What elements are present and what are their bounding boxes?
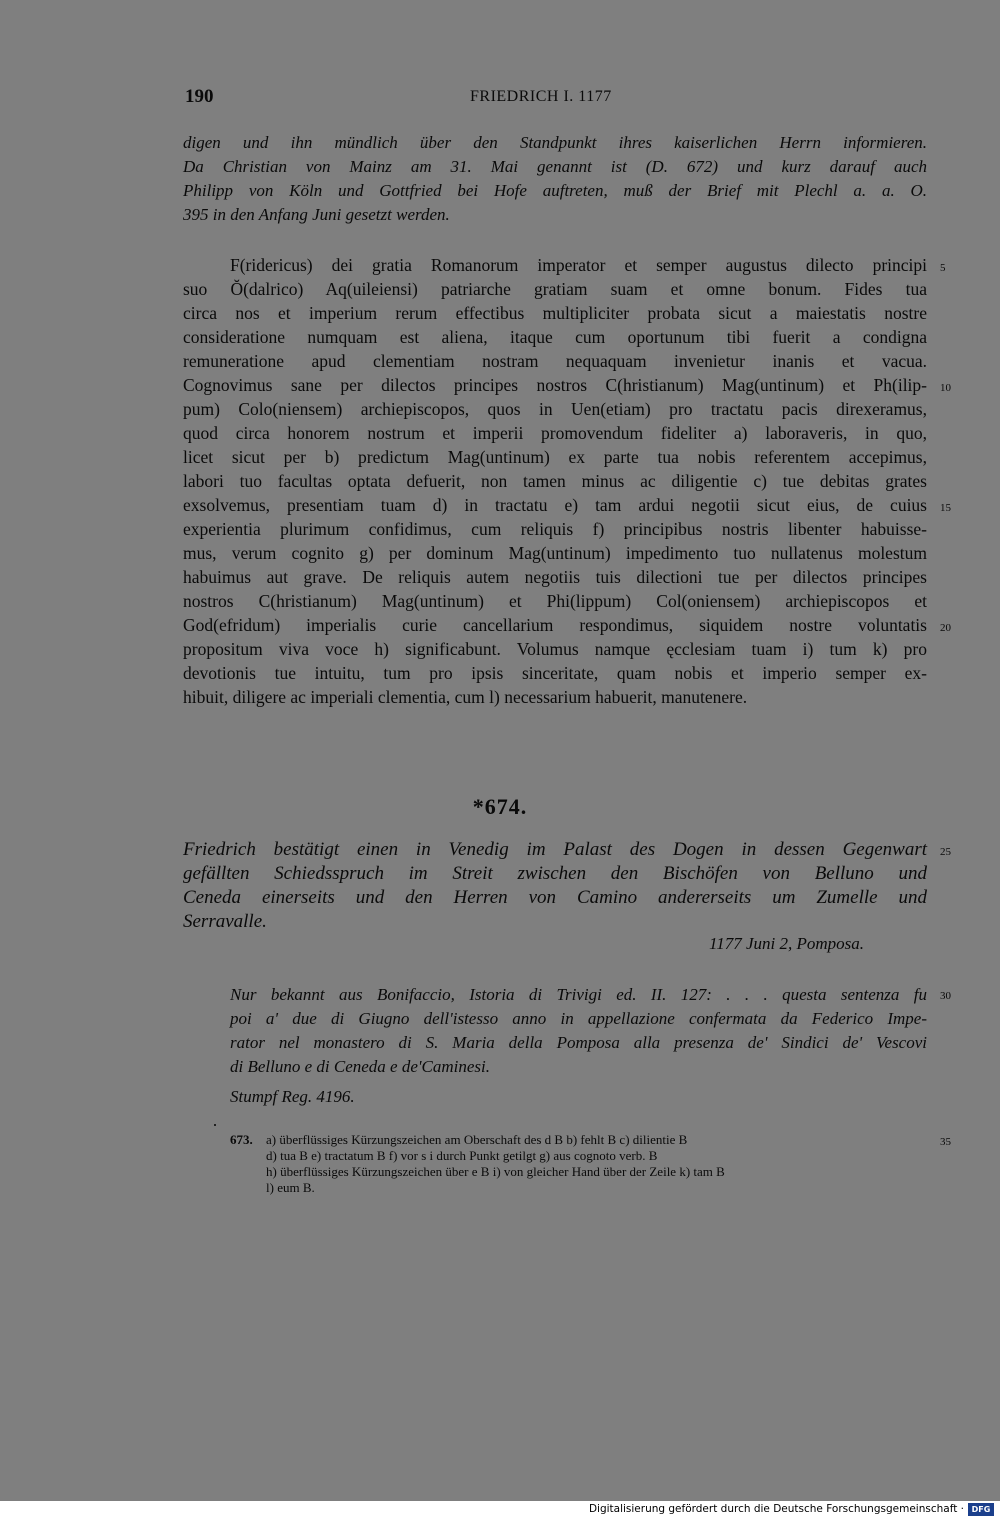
text-line: remuneratione apud clementiam nostram nequaquam invenietur inanis et vacua. <box>183 351 927 371</box>
text-line: God(efridum) imperialis curie cancellarium respondimus, siquidem nostre voluntatis <box>183 615 927 635</box>
footnote-label: 673. <box>230 1132 253 1147</box>
document-number: *674. <box>472 794 528 819</box>
text-line: labori tuo facultas optata defuerit, non tamen minus ac diligentie c) tue debitas grates <box>183 471 927 491</box>
text-line: consideratione numquam est aliena, itaque cum oportunum tibi fuerit a condigna <box>183 327 927 347</box>
text-line: habuimus aut grave. De reliquis autem negotiis tuis dilectioni tue per dilectos principes <box>183 567 927 587</box>
line-number: 5 <box>940 262 946 274</box>
credit-bar <box>0 1501 1000 1518</box>
text-line: mus, verum cognito g) per dominum Mag(untinum) impedimento tuo nullatenus molestum <box>183 543 927 563</box>
text-line: propositum viva voce h) significabunt. Volumus namque ęcclesiam tuam i) tum k) pro <box>183 639 927 659</box>
text-line: exsolvemus, presentiam tuam d) in tractatu e) tam ardui negotii sicut eius, de cuius <box>183 495 927 515</box>
tradition-line: poi a' due di Giugno dell'istesso anno in appellazione confermata da Federico Impe- <box>230 1009 927 1028</box>
date-place: 1177 Juni 2, Pomposa. <box>709 934 865 953</box>
intro-line: Da Christian von Mainz am 31. Mai genannt ist (D. 672) und kurz darauf auch <box>183 157 927 176</box>
line-number: 10 <box>940 382 951 394</box>
tradition-line: Nur bekannt aus Bonifaccio, Istoria di Trivigi ed. II. 127: . . . questa sentenza fu <box>230 985 927 1004</box>
footnote-line: l) eum B. <box>266 1180 315 1195</box>
regest-line: Friedrich bestätigt einen in Venedig im Palast des Dogen in dessen Gegenwart <box>183 839 927 860</box>
regest-line: Serravalle. <box>183 911 267 932</box>
page-number: 190 <box>185 86 214 107</box>
intro-line: Philipp von Köln und Gottfried bei Hofe auftreten, muß der Brief mit Plechl a. a. O. <box>183 181 927 200</box>
text-line: circa nos et imperium rerum effectibus multipliciter probata sicut a maiestatis nostre <box>183 303 927 323</box>
text-line: Cognovimus sane per dilectos principes nostros C(hristianum) Mag(untinum) et Ph(ilip- <box>183 375 927 395</box>
text-line: F(ridericus) dei gratia Romanorum imperator et semper augustus dilecto principi <box>230 255 927 275</box>
text-line: licet sicut per b) predictum Mag(untinum) ex parte tua nobis referentem accepimus, <box>183 447 927 467</box>
text-line: pum) Colo(niensem) archiepiscopos, quos in Uen(etiam) pro tractatu pacis direxeramus, <box>183 399 927 419</box>
intro-line: digen und ihn mündlich über den Standpunkt ihres kaiserlichen Herrn informieren. <box>183 133 927 152</box>
line-number: 20 <box>940 622 951 634</box>
footnote-line: d) tua B e) tractatum B f) vor s i durch Punkt getilgt g) aus cognoto verb. B <box>266 1148 658 1163</box>
line-number: 30 <box>940 990 951 1002</box>
intro-line: 395 in den Anfang Juni gesetzt werden. <box>183 205 450 224</box>
footnote-line: a) überflüssiges Kürzungszeichen am Oberschaft des d B b) fehlt B c) dilientie B <box>266 1132 688 1147</box>
line-number: 35 <box>940 1136 951 1148</box>
text-line: suo Ŏ(dalrico) Aq(uileiensi) patriarche gratiam suam et omne bonum. Fides tua <box>183 279 927 299</box>
footnote-line: h) überflüssiges Kürzungszeichen über e B i) von gleicher Hand über der Zeile k) tam B <box>266 1164 725 1179</box>
dfg-logo: DFG <box>968 1503 994 1516</box>
tradition-line: rator nel monastero di S. Maria della Pomposa alla presenza de' Sindici de' Vescovi <box>230 1033 927 1052</box>
tradition-line: di Belluno e di Ceneda e de'Caminesi. <box>230 1057 490 1076</box>
line-number: 25 <box>940 846 951 858</box>
regest-line: gefällten Schiedsspruch im Streit zwischen den Bischöfen von Belluno und <box>183 863 927 884</box>
running-title: FRIEDRICH I. 1177 <box>470 88 612 105</box>
text-line: devotionis tue intuitu, tum pro ipsis sinceritate, quam nobis et imperio semper ex- <box>183 663 927 683</box>
text-line: hibuit, diligere ac imperiali clementia, cum l) necessarium habuerit, manutenere. <box>183 687 748 707</box>
funding-credit: Digitalisierung gefördert durch die Deutsche Forschungsgemeinschaft · <box>588 1503 964 1515</box>
text-line: quod circa honorem nostrum et imperii promovendum fideliter a) laboraveris, in quo, <box>183 423 927 443</box>
text-line: nostros C(hristianum) Mag(untinum) et Phi(lippum) Col(oniensem) archiepiscopos et <box>183 591 927 611</box>
regest-line: Ceneda einerseits und den Herren von Camino andererseits um Zumelle und <box>183 887 927 908</box>
text-line: experientia plurimum confidimus, cum reliquis f) principibus nostris libenter habuisse- <box>183 519 927 539</box>
separator-dot <box>214 1124 216 1126</box>
reference: Stumpf Reg. 4196. <box>230 1087 355 1106</box>
line-number: 15 <box>940 502 951 514</box>
